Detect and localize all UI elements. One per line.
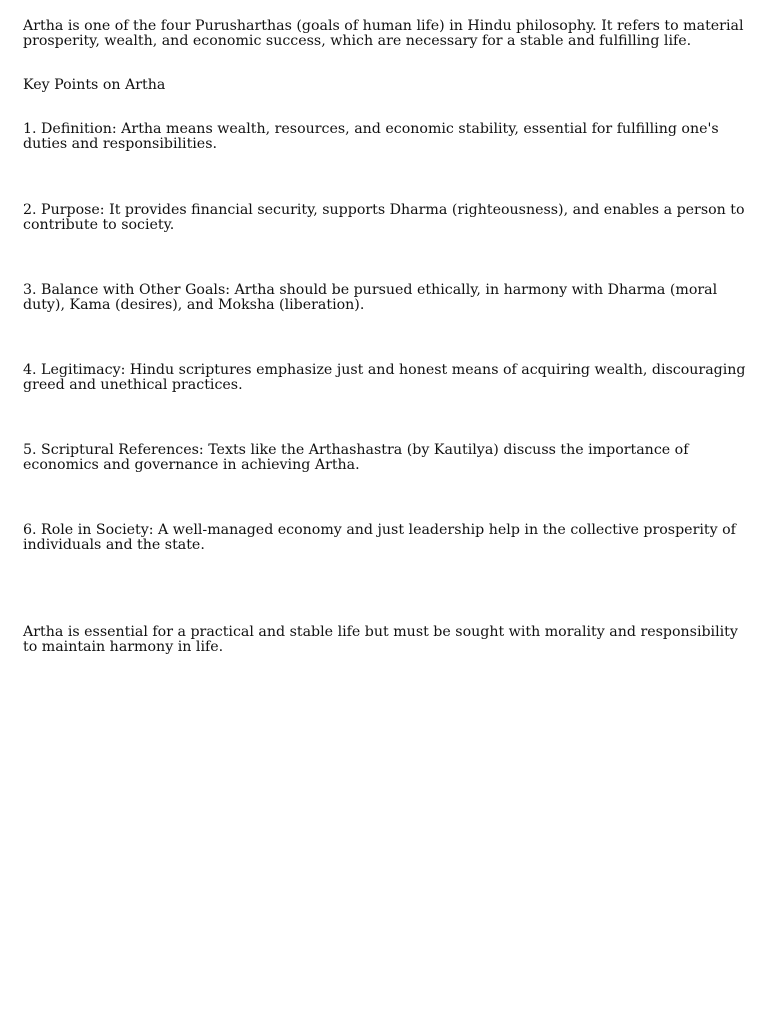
conclusion-paragraph: Artha is essential for a practical and stable life but must be sought with morality and responsibility to maintain harmony in life. [23,624,738,655]
intro-paragraph: Artha is one of the four Purusharthas (goals of human life) in Hindu philosophy. It refers to material prosperity, wealth, and economic success, which are necessary for a stable and fulfilling life. [23,18,744,49]
section-heading: Key Points on Artha [23,77,166,93]
point-scriptural-references: 5. Scriptural References: Texts like the Arthashastra (by Kautilya) discuss the importance of economics and governance in achieving Artha. [23,442,689,473]
point-balance: 3. Balance with Other Goals: Artha should be pursued ethically, in harmony with Dharma (moral duty), Kama (desires), and Moksha (liberation). [23,282,718,313]
point-legitimacy: 4. Legitimacy: Hindu scriptures emphasize just and honest means of acquiring wealth, discouraging greed and unethical practices. [23,362,746,393]
point-role-in-society: 6. Role in Society: A well-managed economy and just leadership help in the collective prosperity of individuals and the state. [23,522,736,553]
document-body [23,19,751,655]
point-purpose: 2. Purpose: It provides financial security, supports Dharma (righteousness), and enables a person to contribute to society. [23,202,745,233]
point-definition: 1. Definition: Artha means wealth, resources, and economic stability, essential for fulfilling one's duties and responsibilities. [23,121,719,152]
